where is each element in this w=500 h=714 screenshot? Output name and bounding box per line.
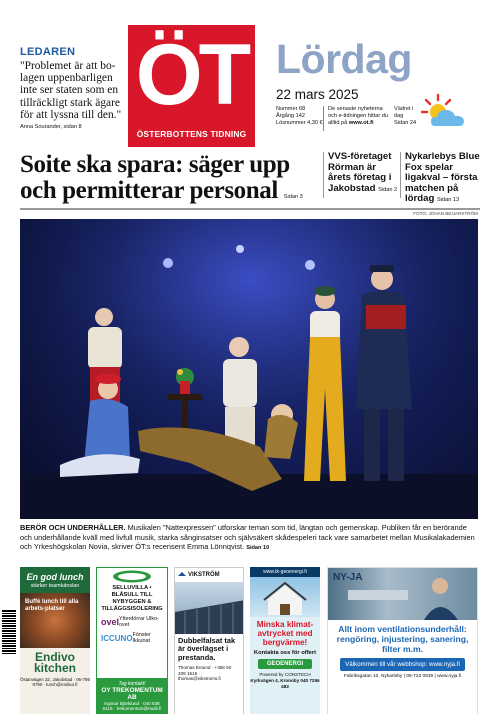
caption-text: Musikalen "Nattexpressen" utforskar teman som tid, längtan och gemenskap. Publiken får en berörande och underhållande kväll med livfull musik, starka sånginsatser och självsäkert skådespeleri tack vare samarbetet mellan Musikalakademien och Yrkeshögskolan Novia, skriver ÖT:s recensent Emma Lönnqvist. bbox=[20, 523, 475, 552]
ad-geoenergi-headline: Minska klimat-avtrycket med bergvärme! bbox=[256, 620, 314, 647]
caption-page: Sidan 10 bbox=[246, 545, 270, 552]
issue-date: 22 mars 2025 bbox=[276, 87, 359, 102]
ad-nyja-headline: Allt inom ventilationsunderhåll: rengöring, injustering, sanering, filter m.m. bbox=[336, 624, 469, 654]
ad-endivo-brand bbox=[20, 652, 90, 674]
weekday: Lördag bbox=[276, 36, 412, 82]
side-headline-1-page: Sidan 2 bbox=[378, 186, 398, 193]
column-divider bbox=[323, 152, 324, 198]
ad-trekomentum-brand-b-note: Fönster Ikkunat bbox=[132, 632, 151, 644]
ad-vikstrom-contact: Thomas Entund · +358 50 339 1516 · thomas@vikstroms.fi bbox=[178, 665, 232, 682]
ad-endivo-brand-2: kitchen bbox=[33, 661, 76, 675]
issue-price: Lösnummer 4,30 € bbox=[276, 120, 323, 127]
ad-endivo-address: Östanvägen 32, Jakobstad · 06-786 8790 · lunch@endivo.fi bbox=[20, 677, 90, 687]
ad-nyja-photo bbox=[328, 568, 477, 620]
side-headline-1[interactable] bbox=[328, 152, 398, 195]
selluvilla-logo-icon bbox=[112, 570, 152, 583]
ad-vikstrom-header bbox=[175, 568, 243, 582]
ad-endivo-brand-1: Endivo bbox=[34, 650, 75, 664]
ad-nyja[interactable] bbox=[327, 567, 478, 714]
ad-geoenergi-brand: GEOENERGI bbox=[258, 659, 312, 669]
ad-endivo-sub: stärker teamkänslan bbox=[20, 583, 90, 593]
newspaper-logo[interactable] bbox=[128, 25, 255, 147]
side-headline-1-text: VVS-företaget Rörman är årets företag i Jakobstad bbox=[328, 151, 392, 194]
ad-geoenergi-topline: www.tk-geoenergi.fi bbox=[250, 567, 320, 577]
lead-headline-text: Soite ska spara: säger upp och permitterar personal bbox=[20, 151, 290, 204]
meta-divider bbox=[323, 106, 324, 131]
metal-roof-illustration bbox=[175, 582, 244, 634]
issue-meta bbox=[276, 106, 326, 128]
side-headline-2[interactable] bbox=[405, 152, 485, 206]
weather-label: Vädret i dag bbox=[394, 106, 414, 120]
ad-trekomentum-row-b bbox=[97, 630, 167, 646]
sun-cloud-icon bbox=[421, 92, 471, 132]
editorial-byline: Anna Sourander, sidan 8 bbox=[20, 124, 82, 131]
lead-headline-page: Sidan 3 bbox=[283, 194, 303, 200]
house-icon bbox=[250, 577, 320, 617]
ad-trekomentum-company: OY TREKOMENTUM AB bbox=[101, 687, 163, 701]
editorial-kicker: LEDAREN bbox=[20, 46, 76, 58]
weather-page: Sidan 24 bbox=[394, 120, 417, 127]
caption-lead: BERÖR OCH UNDERHÅLLER. bbox=[20, 523, 126, 532]
web-promo[interactable] bbox=[328, 106, 390, 128]
barcode bbox=[2, 610, 16, 654]
column-divider bbox=[400, 152, 401, 198]
ad-vikstrom-brand: VIKSTRÖM bbox=[188, 572, 220, 578]
ad-endivo[interactable] bbox=[20, 567, 90, 714]
ad-endivo-food-photo bbox=[20, 593, 90, 648]
editorial-teaser[interactable] bbox=[20, 46, 132, 130]
ad-vikstrom-roof-photo bbox=[175, 582, 243, 634]
web-promo-text: De senaste nyheterna och e-tidningen hittar du alltid på bbox=[328, 106, 389, 127]
ad-trekomentum-contact: Ingmar Björklund · 040 838 6115 · trekomentum@multi.fi bbox=[102, 701, 162, 711]
ad-nyja-webshop-link[interactable]: Välkommen till vår webbshop: www.nyja.fi bbox=[340, 658, 465, 671]
ad-trekomentum-brand-a: ovel bbox=[101, 617, 120, 627]
ad-trekomentum-tagline: Tag kontakt! bbox=[118, 681, 146, 687]
roof-icon bbox=[178, 571, 186, 579]
ad-vikstrom[interactable] bbox=[174, 567, 244, 714]
issue-number: Nummer 68 bbox=[276, 106, 306, 112]
side-headline-2-text: Nykarlebys Blue Fox spelar ligakval – första matchen på lördag bbox=[405, 151, 480, 205]
issue-volume: Årgång 142 bbox=[276, 113, 305, 120]
ad-geoenergi-powered: Powered by CONSTECH bbox=[259, 672, 311, 677]
lead-headline[interactable] bbox=[20, 152, 320, 210]
technician-illustration bbox=[328, 568, 478, 620]
ad-endivo-heading: En god lunch bbox=[20, 567, 90, 583]
photo-credit: FOTO: JOHAN BEIJARSTRÖM bbox=[413, 211, 478, 216]
ad-geoenergi-house-photo bbox=[250, 577, 320, 617]
ad-geoenergi[interactable] bbox=[250, 567, 320, 714]
ad-trekomentum-lead: SELLUVILLA • BLÅSULL TILL NYBYGGEN & TILLÄGGSISOLERING bbox=[101, 585, 163, 612]
ad-geoenergi-offer: Kontakta oss för offert bbox=[253, 650, 317, 656]
section-rule bbox=[20, 208, 480, 210]
ad-trekomentum-brand-b: ICCUNO bbox=[101, 633, 133, 643]
lead-photo[interactable] bbox=[20, 219, 478, 519]
ad-endivo-food-text: Buffé lunch till alla arbets-platser bbox=[25, 599, 79, 612]
ad-vikstrom-headline: Dubbelfalsat tak är överlägset i prestanda. bbox=[178, 636, 236, 662]
stage-scene-illustration bbox=[20, 219, 478, 519]
ad-trekomentum-row-a bbox=[97, 614, 167, 630]
editorial-quote: "Problemet är att bo-lagen uppenbarligen inte ser staten som en tillräckligt stark ägare för att lyssna till den." bbox=[20, 60, 122, 121]
ad-nyja-brand: NY-JA bbox=[333, 572, 363, 583]
ad-nyja-footer: Fabriksgatan 10, Nykarleby | 06-723 0839 | www.nyja.fi bbox=[343, 674, 462, 679]
weather-teaser[interactable] bbox=[394, 106, 424, 128]
ad-trekomentum-footer bbox=[97, 678, 167, 714]
ad-geoenergi-address: Kyrkvägen 4, Kronoby 040 7256 483 bbox=[250, 678, 320, 689]
ad-trekomentum-logo bbox=[97, 568, 167, 584]
logo-name: ÖSTERBOTTENS TIDNING bbox=[136, 129, 247, 139]
ad-trekomentum-brand-a-note: Ytterdörrar Ulko-ovet bbox=[119, 616, 159, 628]
logo-letters: ÖT bbox=[135, 27, 248, 123]
web-promo-url[interactable]: www.ot.fi bbox=[348, 120, 374, 127]
side-headline-2-page: Sidan 13 bbox=[437, 197, 460, 204]
ad-trekomentum[interactable] bbox=[96, 567, 168, 714]
photo-caption bbox=[20, 523, 480, 554]
